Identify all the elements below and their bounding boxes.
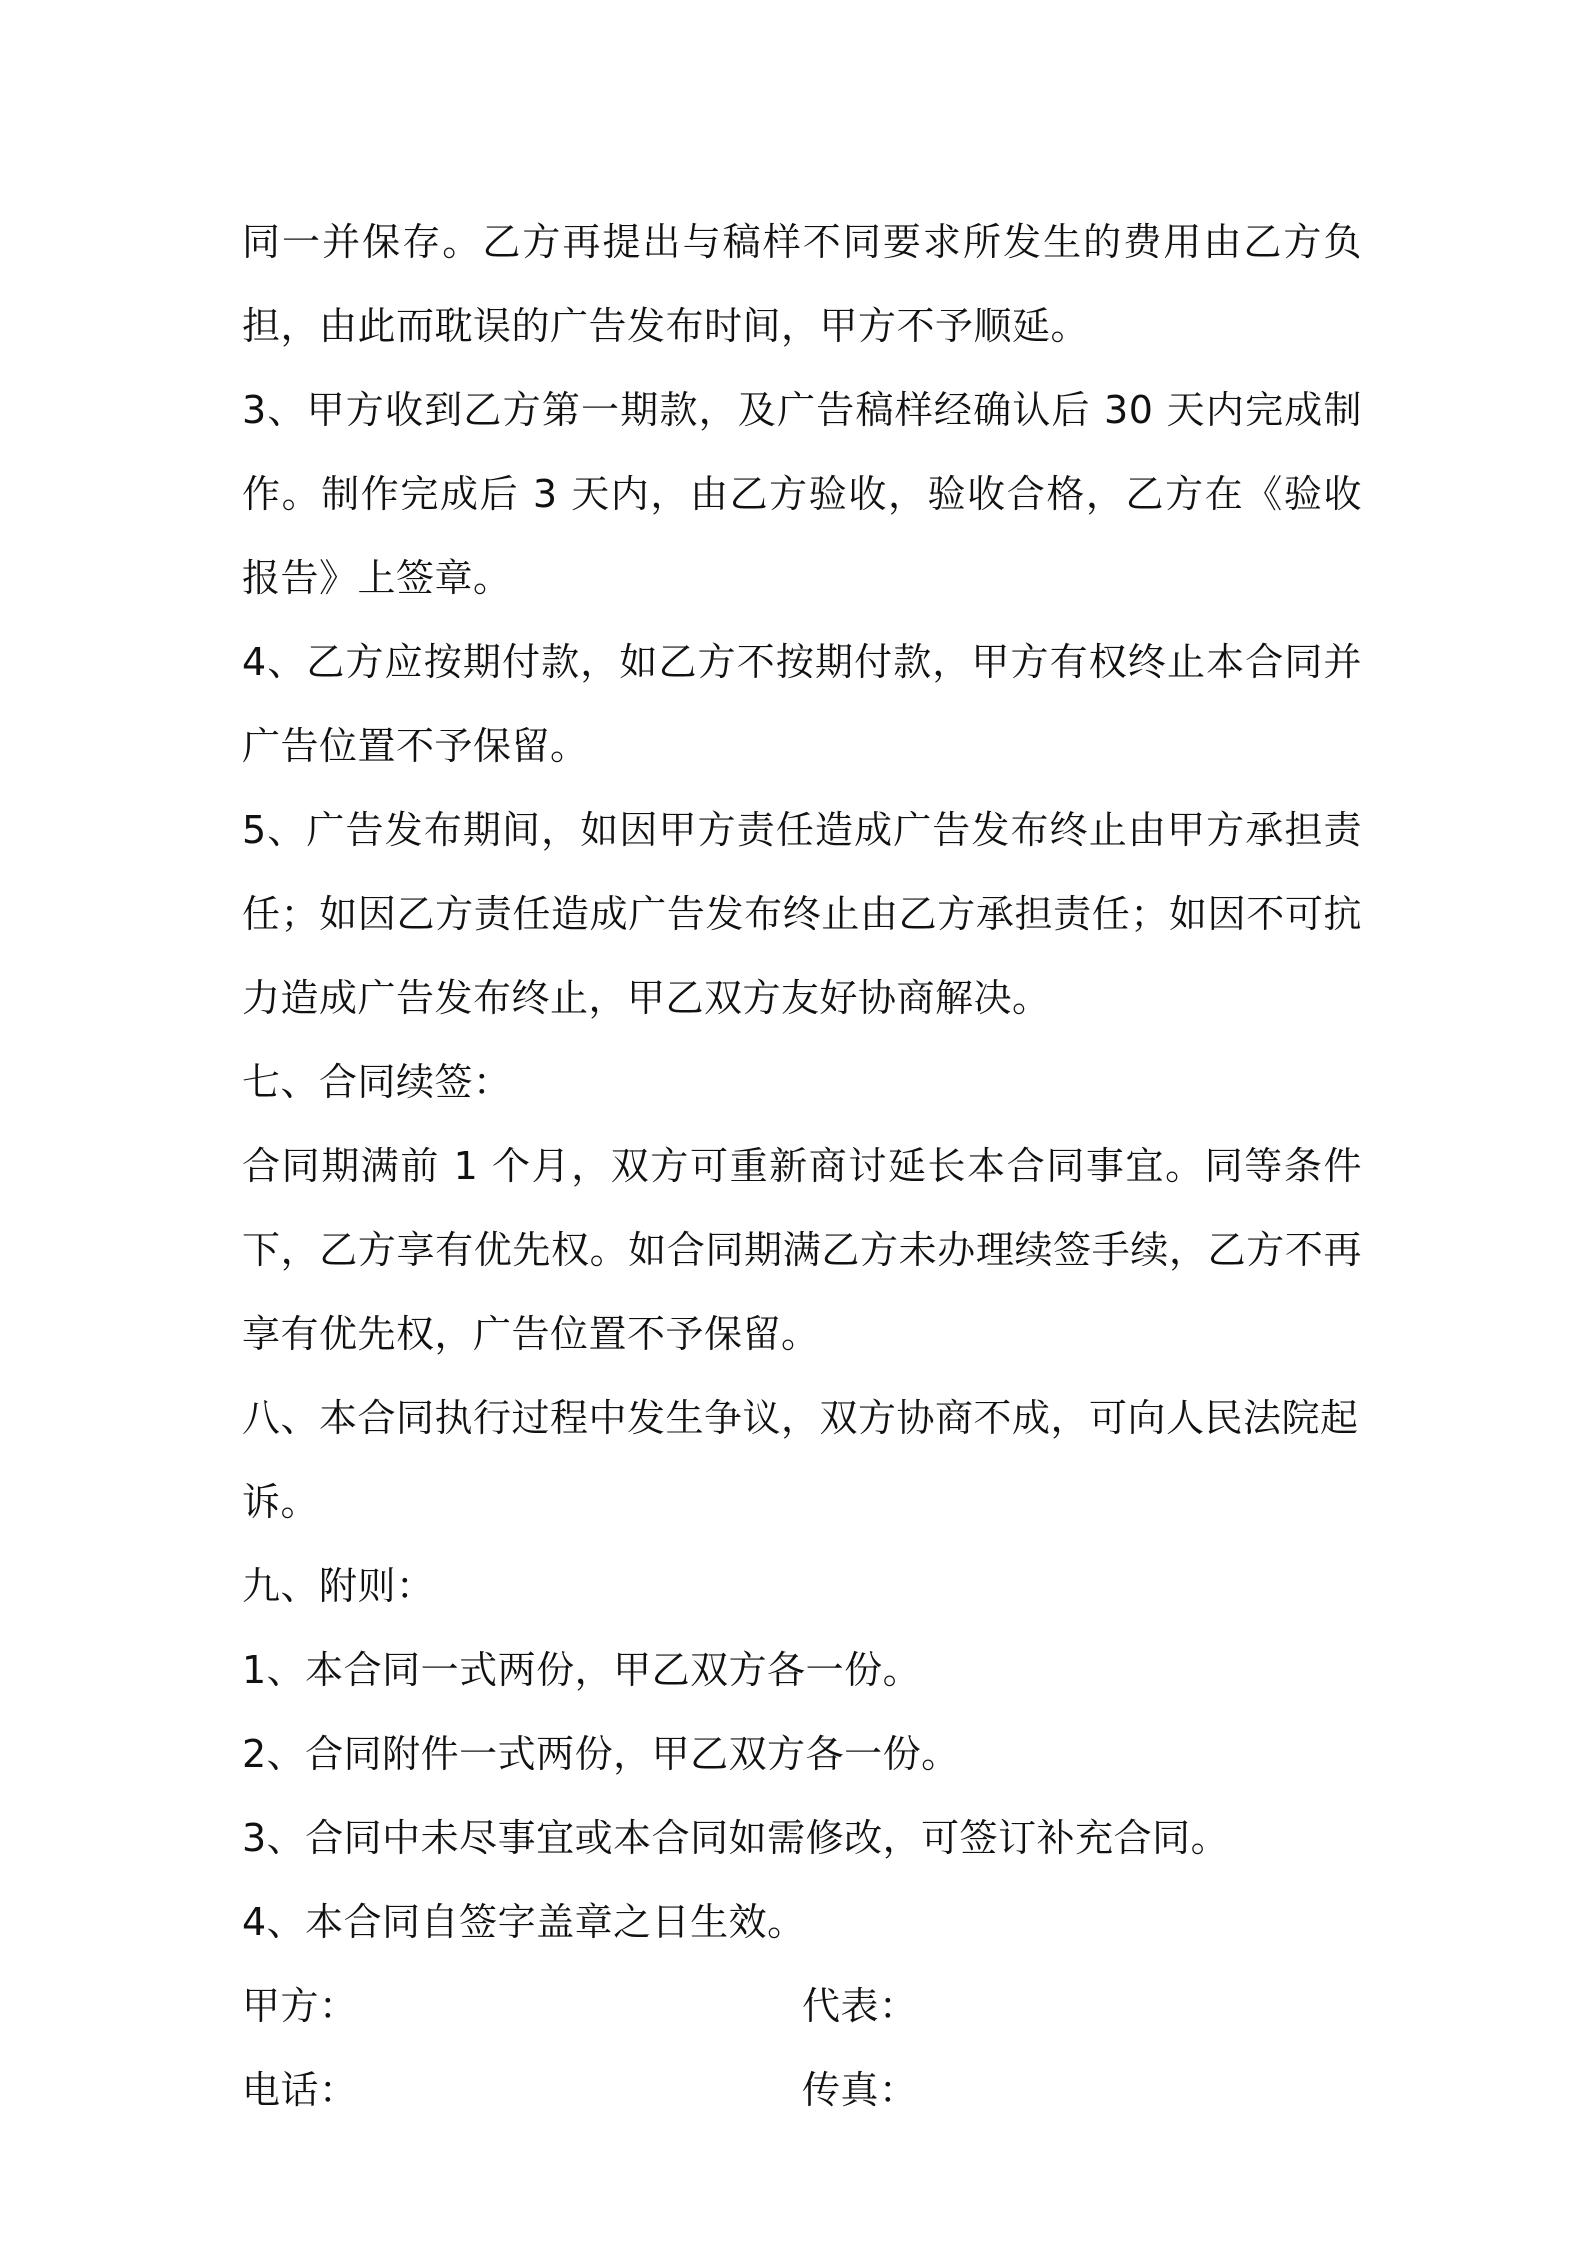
fax-label: 传真： <box>802 2068 918 2112</box>
representative-label: 代表： <box>802 1984 918 2028</box>
phone-label: 电话： <box>242 2068 358 2112</box>
appendix-item-2: 2、合同附件一式两份，甲乙双方各一份。 <box>242 1732 960 1776</box>
paragraph-clause-4: 4、乙方应按期付款，如乙方不按期付款，甲方有权终止本合同并广告位置不予保留。 <box>242 640 1362 768</box>
appendix-item-4: 4、本合同自签字盖章之日生效。 <box>242 1900 806 1944</box>
section-heading-renewal: 七、合同续签： <box>242 1060 512 1104</box>
appendix-item-3: 3、合同中未尽事宜或本合同如需修改，可签订补充合同。 <box>242 1816 1230 1860</box>
document-body <box>242 200 1362 2132</box>
signature-row-1 <box>242 1964 1362 2048</box>
paragraph-renewal: 合同期满前 1 个月，双方可重新商讨延长本合同事宜。同等条件下，乙方享有优先权。如合同期满乙方未办理续签手续，乙方不再享有优先权，广告位置不予保留。 <box>242 1144 1362 1356</box>
section-heading-appendix: 九、附则： <box>242 1564 435 1608</box>
paragraph-clause-2-continued: 同一并保存。乙方再提出与稿样不同要求所发生的费用由乙方负担，由此而耽误的广告发布时间，甲方不予顺延。 <box>242 220 1362 348</box>
paragraph-clause-3: 3、甲方收到乙方第一期款，及广告稿样经确认后 30 天内完成制作。制作完成后 3 天内，由乙方验收，验收合格，乙方在《验收报告》上签章。 <box>242 388 1362 600</box>
paragraph-clause-5: 5、广告发布期间，如因甲方责任造成广告发布终止由甲方承担责任；如因乙方责任造成广告发布终止由乙方承担责任；如因不可抗力造成广告发布终止，甲乙双方友好协商解决。 <box>242 808 1362 1020</box>
party-a-label: 甲方： <box>242 1984 358 2028</box>
section-disputes: 八、本合同执行过程中发生争议，双方协商不成，可向人民法院起诉。 <box>242 1396 1359 1524</box>
appendix-item-1: 1、本合同一式两份，甲乙双方各一份。 <box>242 1648 922 1692</box>
signature-row-2 <box>242 2048 1362 2132</box>
